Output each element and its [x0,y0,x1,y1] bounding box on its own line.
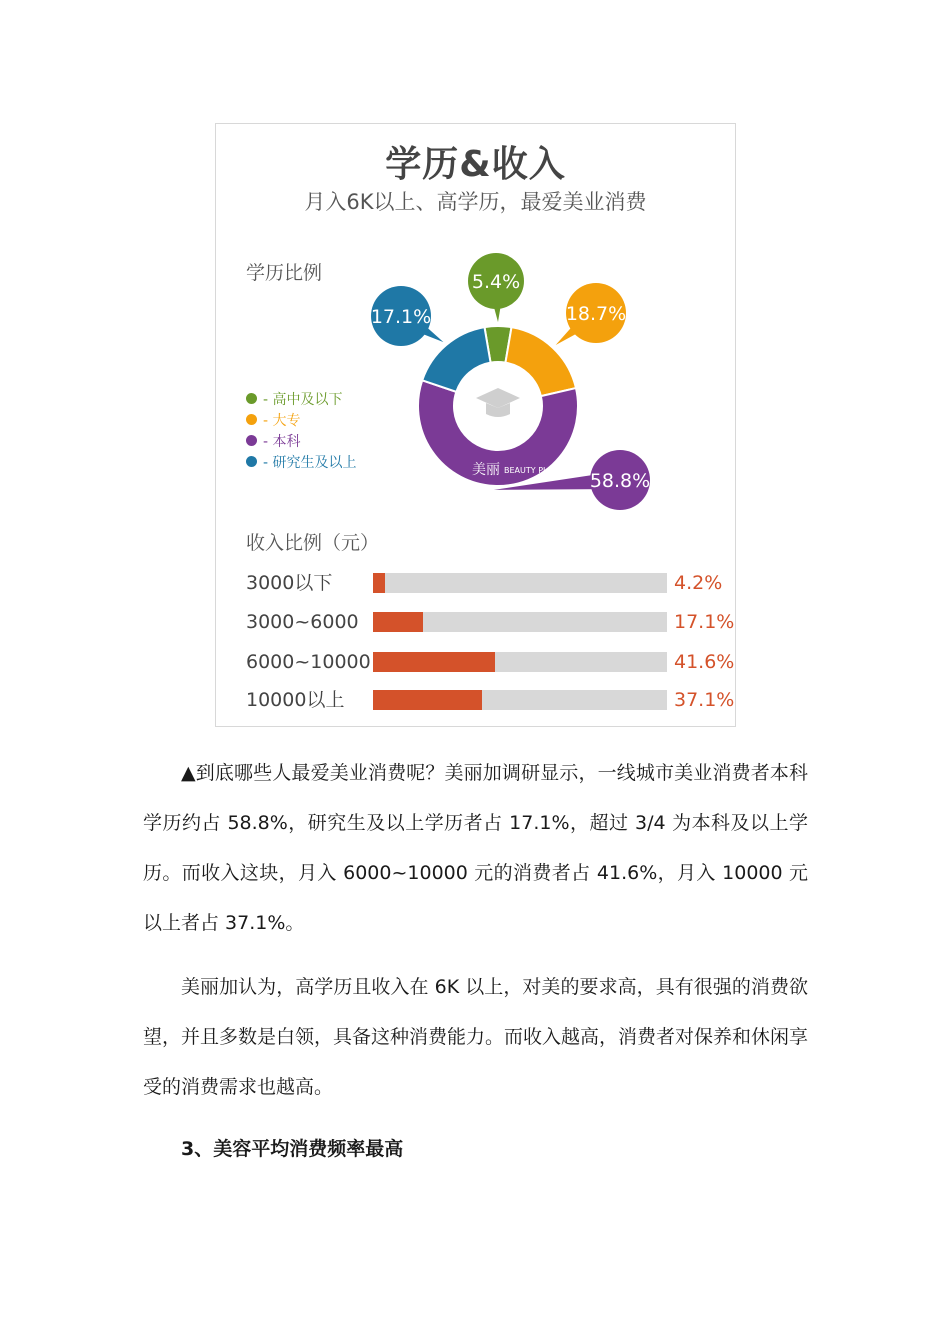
bar [373,612,423,632]
bar-row [246,688,735,712]
legend-label: - 本科 [263,433,301,450]
paragraph-2: 美丽加认为，高学历且收入在 6K 以上，对美的要求高，具有很强的消费欲望，并且多数是白领，具备这种消费能力。而收入越高，消费者对保养和休闲享受的消费需求也越高。 [143,976,809,1098]
section-heading: 3、美容平均消费频率最高 [181,1138,404,1160]
bar-value-label: 37.1% [674,689,735,711]
legend-label: - 大专 [263,412,301,429]
education-section-label: 学历比例 [246,262,323,284]
data-label-bachelor: 58.8% [589,470,651,492]
bar-value-label: 41.6% [674,651,735,673]
donut-logo-text: 美丽 [472,462,500,478]
chart-subtitle: 月入6K以上、高学历，最爱美业消费 [304,190,647,214]
bar-track [373,690,667,710]
donut-logo-subtext: BEAUTY PL [504,466,548,475]
bar [373,652,495,672]
bar-track [373,612,667,632]
bar-category-label: 3000~6000 [246,611,359,633]
data-label-college: 18.7% [565,303,627,325]
bar-track [373,573,667,593]
chart-figure [215,123,736,727]
bar-row [246,571,723,595]
bar-value-label: 4.2% [674,572,723,594]
bar-row [246,650,735,674]
bar-category-label: 3000以下 [246,572,333,594]
bar-value-label: 17.1% [674,611,735,633]
legend-label: - 高中及以下 [263,391,343,408]
chart-title: 学历&收入 [385,144,566,185]
education-donut-chart [216,124,737,728]
bar-track [373,652,667,672]
graduation-cap-icon [476,388,520,417]
bar-category-label: 10000以上 [246,689,345,711]
bar [373,573,385,593]
data-label-high-school: 5.4% [471,271,521,293]
bar-category-label: 6000~10000 [246,651,371,673]
paragraph-1: ▲到底哪些人最爱美业消费呢？美丽加调研显示，一线城市美业消费者本科学历约占 58.8%，研究生及以上学历者占 17.1%，超过 3/4 为本科及以上学历。而收入这块，月入 6000~10000 元的消费者占 41.6%，月入 10000 元以上者占 37.1%。 [143,762,808,934]
data-label-graduate: 17.1% [370,306,432,328]
bar [373,690,482,710]
income-section-label: 收入比例（元） [246,532,380,554]
bar-row [246,610,735,634]
legend-label: - 研究生及以上 [263,454,357,471]
